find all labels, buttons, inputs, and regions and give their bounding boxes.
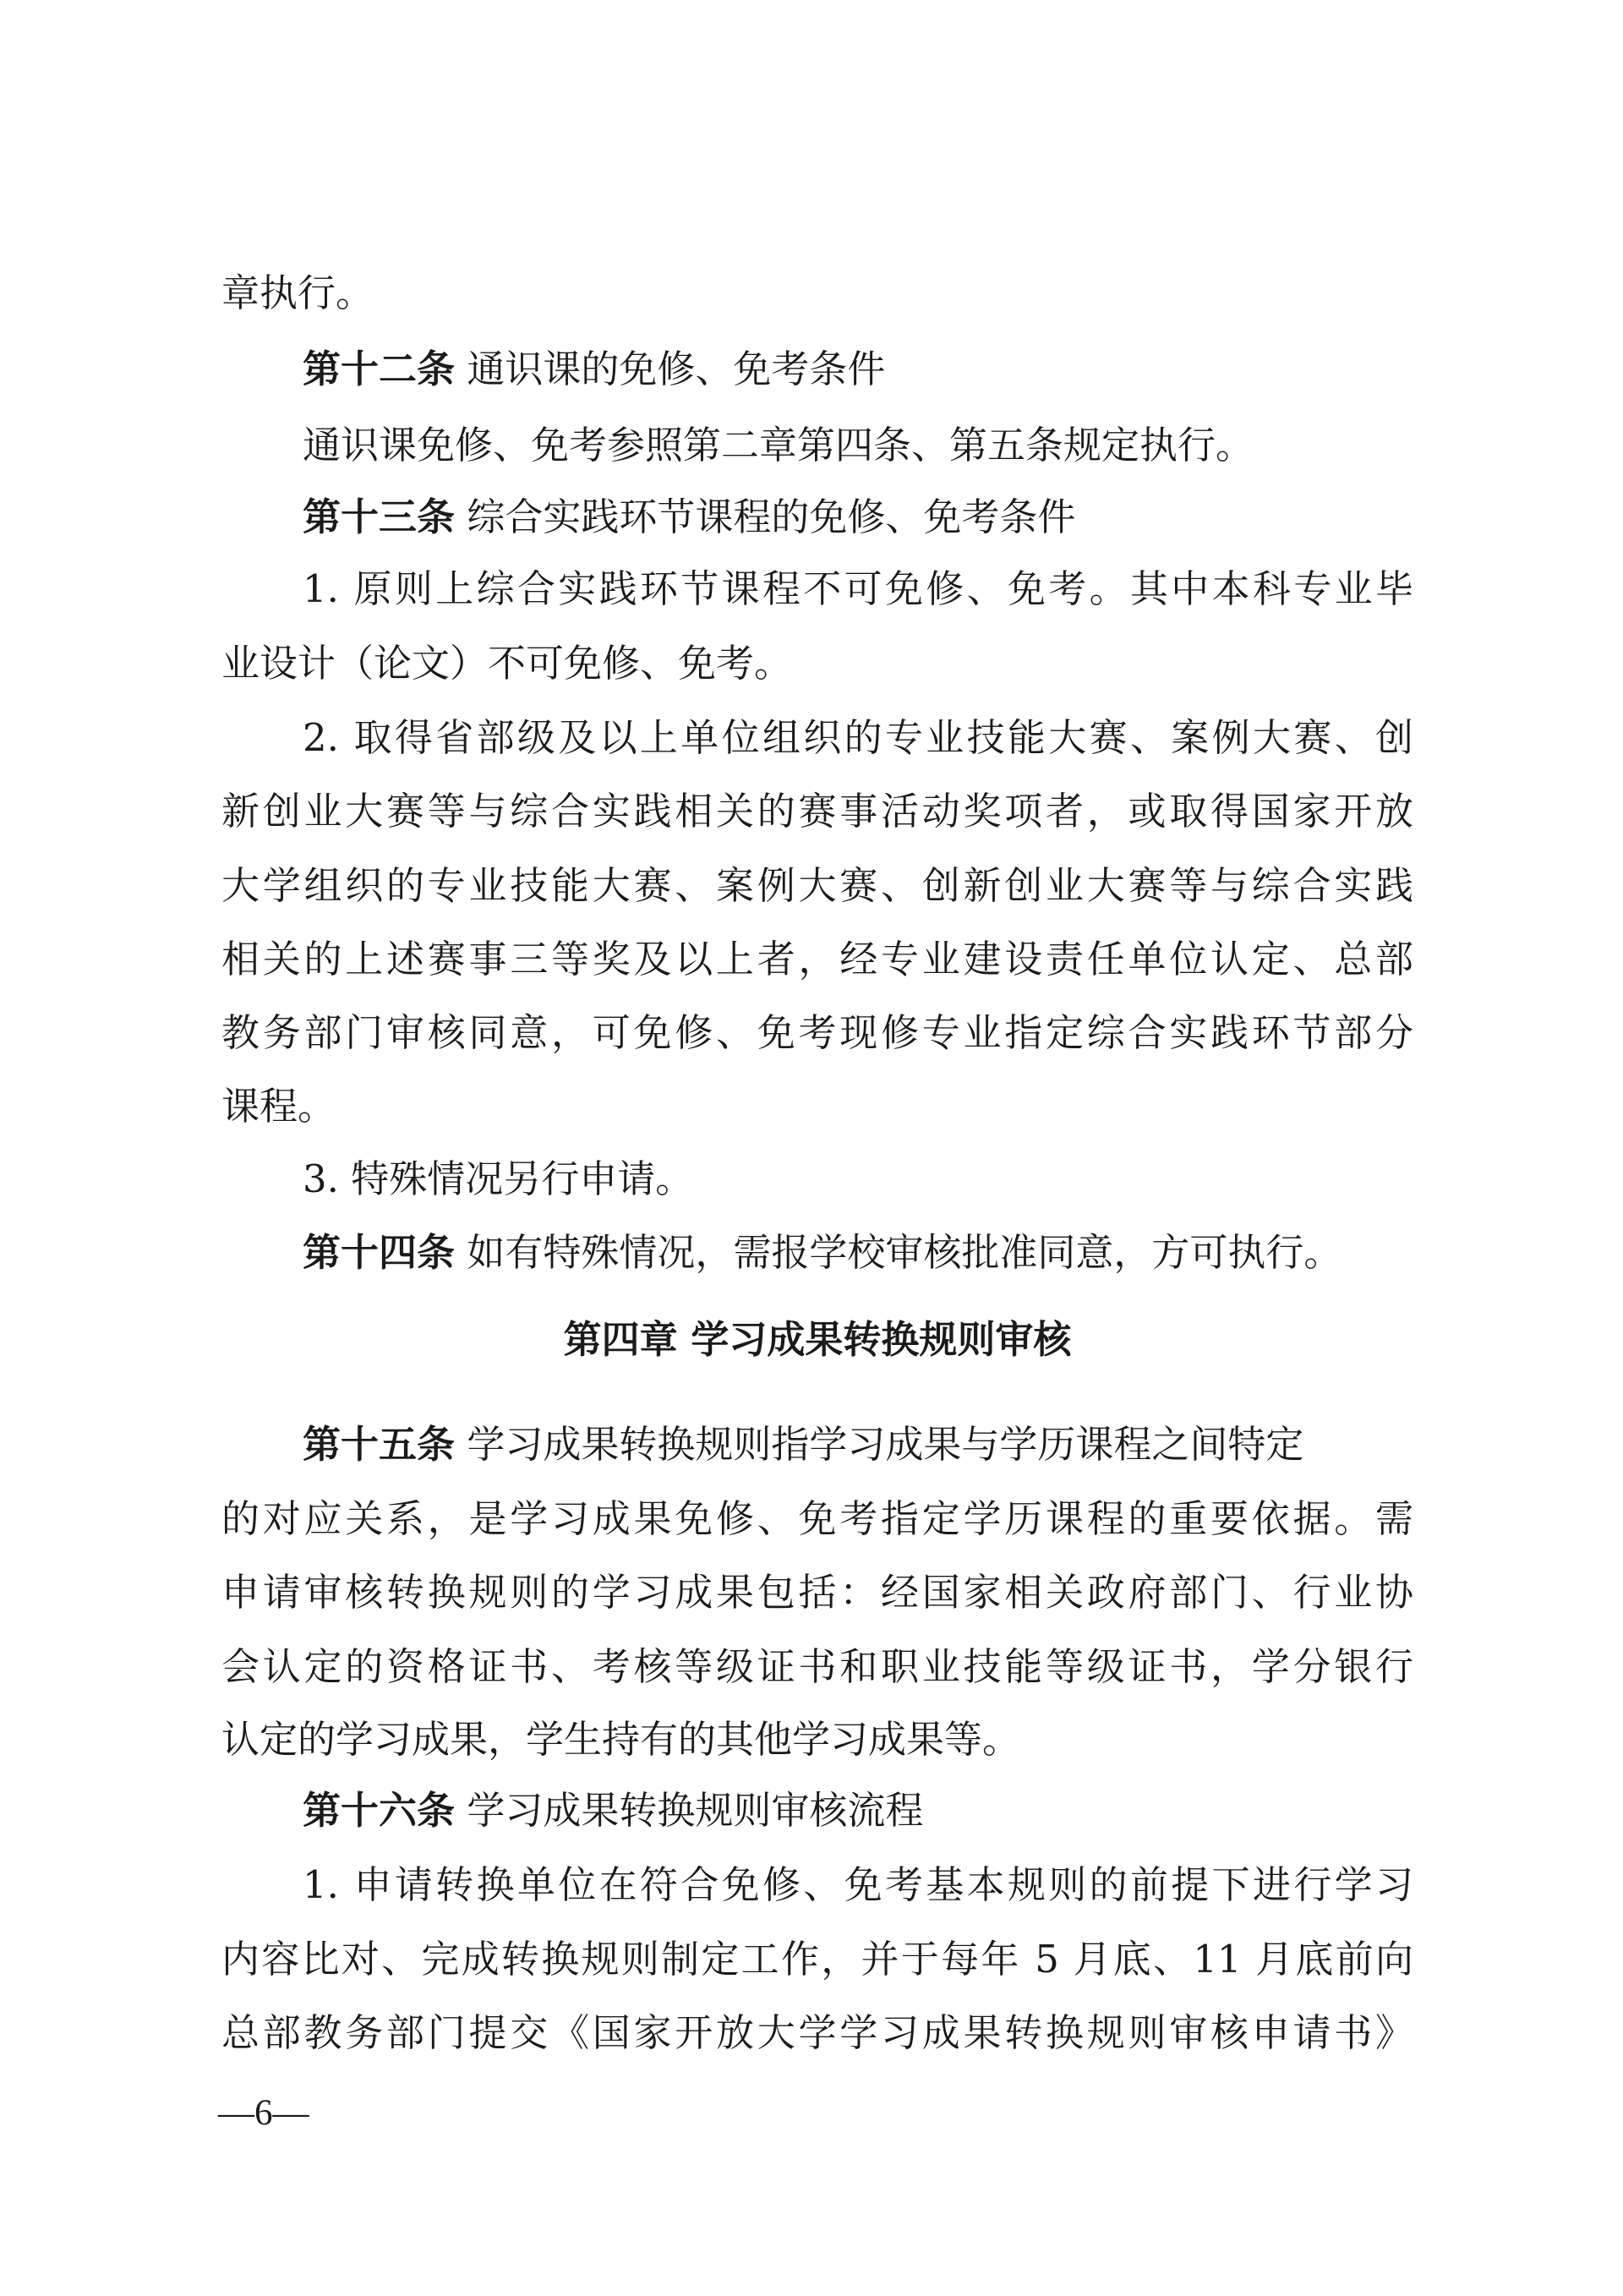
page-number: —6—: [218, 2093, 309, 2133]
paragraph-line: [221, 774, 1413, 850]
paragraph-line: [221, 1702, 1413, 1778]
line-text: 的对应关系，是学习成果免修、免考指定学历课程的重要依据。需: [221, 1496, 1413, 1541]
paragraph-line: [221, 1481, 1413, 1557]
article-label: 第十四条: [303, 1230, 456, 1275]
article-13-heading: [303, 479, 1413, 555]
paragraph-line: [303, 407, 1413, 484]
paragraph-line: [221, 626, 1413, 702]
article-16-heading: [303, 1773, 1413, 1849]
line-text: 通识课免修、免考参照第二章第四条、第五条规定执行。: [303, 423, 1254, 467]
line-text: 总部教务部门提交《国家开放大学学习成果转换规则审核申请书》: [221, 2010, 1413, 2055]
article-text: 如有特殊情况，需报学校审核批准同意，方可执行。: [467, 1230, 1342, 1275]
article-title: 通识课的免修、免考条件: [467, 347, 886, 391]
line-text: 1. 原则上综合实践环节课程不可免修、免考。其中本科专业毕: [303, 566, 1413, 611]
paragraph-line: [221, 848, 1413, 924]
article-label: 第十五条: [303, 1422, 456, 1467]
line-text: 3. 特殊情况另行申请。: [303, 1156, 694, 1201]
line-text: 申请审核转换规则的学习成果包括：经国家相关政府部门、行业协: [221, 1570, 1413, 1615]
line-text: 会认定的资格证书、考核等级证书和职业技能等级证书，学分银行: [221, 1644, 1413, 1689]
paragraph-line: [221, 1995, 1413, 2071]
line-text: 业设计（论文）不可免修、免考。: [221, 641, 793, 686]
paragraph-line: [221, 995, 1413, 1071]
paragraph-line: [221, 921, 1413, 998]
article-label: 第十二条: [303, 347, 456, 391]
line-text: 认定的学习成果，学生持有的其他学习成果等。: [221, 1717, 1021, 1762]
article-label: 第十六条: [303, 1788, 456, 1833]
line-text: 章执行。: [221, 271, 374, 315]
article-12-heading: [303, 331, 1413, 407]
paragraph-line: [303, 700, 1413, 776]
article-label: 第十三条: [303, 495, 456, 539]
article-14-heading: [303, 1215, 1413, 1291]
paragraph-line: [303, 551, 1413, 627]
article-title: 综合实践环节课程的免修、免考条件: [467, 495, 1076, 539]
paragraph-line: [221, 1069, 1413, 1145]
article-15-heading: [303, 1407, 1413, 1483]
paragraph-line: [221, 1629, 1413, 1705]
line-text: 大学组织的专业技能大赛、案例大赛、创新创业大赛等与综合实践: [221, 863, 1413, 908]
article-text: 学习成果转换规则指学习成果与学历课程之间特定: [467, 1422, 1304, 1467]
paragraph-line: [303, 1141, 1413, 1217]
paragraph-line: [221, 1922, 1413, 1998]
line-text: 内容比对、完成转换规则制定工作，并于每年 5 月底、11 月底前向: [221, 1937, 1413, 1982]
paragraph-line: [221, 255, 1413, 331]
line-text: 课程。: [221, 1084, 336, 1129]
line-text: 教务部门审核同意，可免修、免考现修专业指定综合实践环节部分: [221, 1010, 1413, 1055]
line-text: 1. 申请转换单位在符合免修、免考基本规则的前提下进行学习: [303, 1862, 1413, 1907]
paragraph-line: [221, 1555, 1413, 1631]
line-text: 新创业大赛等与综合实践相关的赛事活动奖项者，或取得国家开放: [221, 789, 1413, 834]
article-title: 学习成果转换规则审核流程: [467, 1788, 924, 1833]
paragraph-line: [303, 1847, 1413, 1923]
line-text: 相关的上述赛事三等奖及以上者，经专业建设责任单位认定、总部: [221, 937, 1413, 981]
line-text: 2. 取得省部级及以上单位组织的专业技能大赛、案例大赛、创: [303, 715, 1413, 760]
chapter-heading: 第四章 学习成果转换规则审核: [563, 1317, 1072, 1362]
